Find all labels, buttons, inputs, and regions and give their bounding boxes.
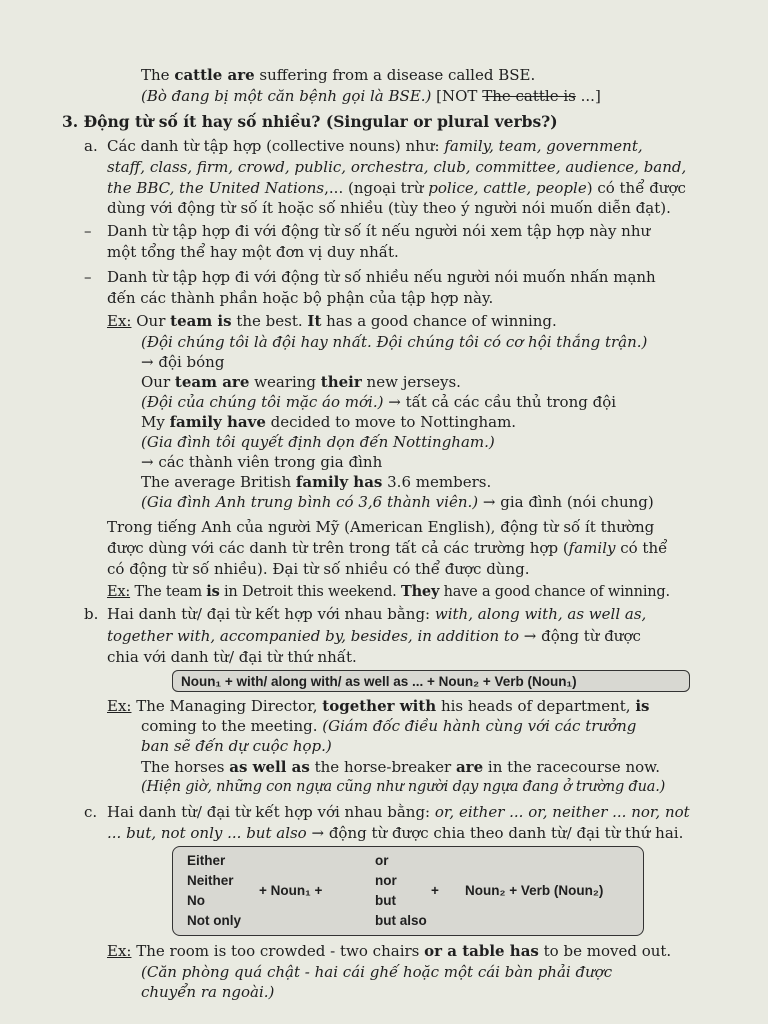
text: coming to the meeting. [141, 717, 323, 735]
dash2-line-1: Danh từ tập hợp đi với động từ số nhiều nếu người nói muốn nhấn mạnh [107, 268, 656, 286]
text: decided to move to Nottingham. [265, 413, 517, 431]
translation: (Đội chúng tôi là đội hay nhất. Đội chúng tôi có cơ hội thắng trận.) [141, 333, 648, 351]
american-line-3: có động từ số nhiều). Đại từ số nhiều có thể được dùng. [107, 560, 530, 578]
text: → động từ được [518, 627, 641, 645]
italic-text: together with, accompanied by, besides, in addition to [107, 627, 519, 645]
translation: (Căn phòng quá chật - hai cái ghế hoặc một cái bàn phải được [141, 963, 613, 981]
bold-text: are [455, 758, 484, 776]
grid-plus: + [431, 883, 439, 898]
example-team-is [107, 312, 557, 331]
item-a-marker: a. [84, 137, 98, 155]
bold-text: their [320, 373, 362, 391]
text: Our [141, 373, 175, 391]
text: Các danh từ tập hợp (collective nouns) như: [107, 137, 445, 155]
text: new jerseys. [361, 373, 461, 391]
italic-text: or, either ... or, neither ... nor, not [434, 803, 690, 821]
translation: (Giám đốc điều hành cùng với các trưởng [322, 717, 637, 735]
bold-text: together with [322, 697, 437, 715]
bold-text: or a table has [424, 942, 539, 960]
translation: (Hiện giờ, những con ngựa cũng như người dạy ngựa đang ở trường đua.) [141, 779, 666, 795]
italic-text: the BBC, the United Nations [107, 179, 325, 197]
text: có thể [615, 539, 668, 557]
example-room-crowded [107, 942, 671, 961]
note-arrow: → gia đình (nói chung) [478, 493, 654, 511]
dash2-line-2: đến các thành phần hoặc bộ phận của tập hợp này. [107, 289, 494, 307]
item-b-line-1 [107, 605, 646, 624]
item-b-line-3: chia với danh từ/ đại từ thứ nhất. [107, 648, 357, 666]
bold-text: team are [174, 373, 250, 391]
bold-text: family have [169, 413, 266, 431]
bold-text: team is [170, 312, 232, 330]
example-family-has [141, 473, 491, 492]
text: → động từ được chia theo danh từ/ đại từ thứ hai. [306, 824, 684, 842]
bold-text: is [635, 697, 650, 715]
translation: ban sẽ đến dự cuộc họp.) [141, 737, 332, 755]
italic-text: police, cattle, people [428, 179, 587, 197]
text: My [141, 413, 170, 431]
text: his heads of department, [436, 697, 636, 715]
dash-marker: – [84, 268, 92, 286]
note-arrow: → đội bóng [141, 353, 225, 371]
text: 3.6 members. [382, 473, 492, 491]
item-a-line-3 [107, 179, 686, 198]
section-heading: 3. Động từ số ít hay số nhiều? (Singular or plural verbs?) [62, 112, 558, 131]
ex-label: Ex: [107, 584, 131, 600]
dash1-line-1: Danh từ tập hợp đi với động từ số ít nếu người nói xem tập hợp này như [107, 222, 651, 240]
bold-text: cattle are [174, 66, 255, 84]
example-family-have [141, 413, 516, 432]
example-cattle-translation [141, 87, 601, 106]
ex-label: Ex: [107, 942, 132, 960]
text: được dùng với các danh từ trên trong tất cả các trường hợp ( [107, 539, 569, 557]
text: The average British [141, 473, 296, 491]
item-c-line-2 [107, 824, 683, 843]
example-family-has-translation [141, 493, 654, 512]
text: Our [131, 312, 171, 330]
text: The Managing Director, [131, 697, 323, 715]
note-arrow: → các thành viên trong gia đình [141, 453, 383, 471]
ex-label: Ex: [107, 697, 132, 715]
italic-text: family, team, government, [444, 137, 643, 155]
text: the best. [231, 312, 308, 330]
text: suffering from a disease called BSE. [254, 66, 536, 84]
dash1-line-2: một tổng thể hay một đơn vị duy nhất. [107, 243, 399, 261]
translation: (Gia đình Anh trung bình có 3,6 thành viên.) [141, 493, 479, 511]
item-b-line-2 [107, 627, 641, 646]
note-arrow: → tất cả các cầu thủ trong đội [383, 393, 617, 411]
example-managing-director [107, 697, 650, 716]
grid-result: Noun₂ + Verb (Noun₂) [465, 883, 604, 898]
item-a-line-1 [107, 137, 643, 156]
text: Hai danh từ/ đại từ kết hợp với nhau bằng: [107, 803, 435, 821]
item-b-marker: b. [84, 605, 99, 623]
text: ...] [575, 87, 601, 105]
text: wearing [249, 373, 321, 391]
struck-text: The cattle is [482, 87, 576, 105]
text: to be moved out. [538, 942, 672, 960]
item-c-marker: c. [84, 803, 98, 821]
american-line-2 [107, 539, 667, 558]
formula-box-b: Noun₁ + with/ along with/ as well as ... + Noun₂ + Verb (Noun₁) [172, 670, 690, 692]
text: the horse-breaker [309, 758, 456, 776]
text: Hai danh từ/ đại từ kết hợp với nhau bằng: [107, 605, 435, 623]
grid-plus-noun1: + Noun₁ + [259, 883, 323, 898]
item-a-line-4: dùng với động từ số ít hoặc số nhiều (tùy theo ý người nói muốn diễn đạt). [107, 199, 671, 217]
example-detroit [107, 582, 670, 602]
translation: (Bò đang bị một căn bệnh gọi là BSE.) [141, 87, 432, 105]
bold-text: family has [295, 473, 383, 491]
grid-col2-item: or [375, 853, 389, 868]
example-horses [141, 758, 660, 777]
text: have a good chance of winning. [439, 584, 670, 600]
grid-col2-item: but also [375, 913, 427, 928]
italic-text: ... but, not only ... but also [107, 824, 307, 842]
grid-col1-item: Not only [187, 913, 241, 928]
text: ) có thể được [586, 179, 686, 197]
text: in the racecourse now. [483, 758, 660, 776]
bold-text: It [307, 312, 322, 330]
text: The team [130, 584, 207, 600]
example-team-are [141, 373, 461, 392]
text: The room is too crowded - two chairs [131, 942, 425, 960]
item-c-line-1 [107, 803, 690, 822]
dash-marker: – [84, 222, 92, 240]
ex-label: Ex: [107, 312, 132, 330]
formula-box-c [172, 846, 644, 936]
italic-text: with, along with, as well as, [434, 605, 647, 623]
text: in Detroit this weekend. [219, 584, 401, 600]
grid-col1-item: Either [187, 853, 226, 868]
item-a-line-2: staff, class, firm, crowd, public, orchestra, club, committee, audience, band, [107, 158, 687, 176]
example-cattle [141, 66, 535, 85]
example-managing-director-line-2 [141, 717, 636, 736]
translation: chuyển ra ngoài.) [141, 983, 275, 1001]
bold-text: They [400, 583, 440, 600]
bold-text: is [206, 583, 220, 600]
american-line-1: Trong tiếng Anh của người Mỹ (American English), động từ số ít thường [107, 518, 655, 536]
text: has a good chance of winning. [321, 312, 557, 330]
text: The horses [141, 758, 230, 776]
italic-text: family [568, 539, 616, 557]
text: ,... (ngoại trừ [324, 179, 429, 197]
example-team-are-translation [141, 393, 616, 412]
text: The [141, 66, 175, 84]
grid-col1-item: No [187, 893, 205, 908]
grid-col1-item: Neither [187, 873, 234, 888]
translation: (Đội của chúng tôi mặc áo mới.) [141, 393, 384, 411]
bold-text: as well as [229, 758, 310, 776]
grid-col2-item: but [375, 893, 396, 908]
grid-col2-item: nor [375, 873, 397, 888]
translation: (Gia đình tôi quyết định dọn đến Nottingham.) [141, 433, 495, 451]
text: [NOT [431, 87, 483, 105]
